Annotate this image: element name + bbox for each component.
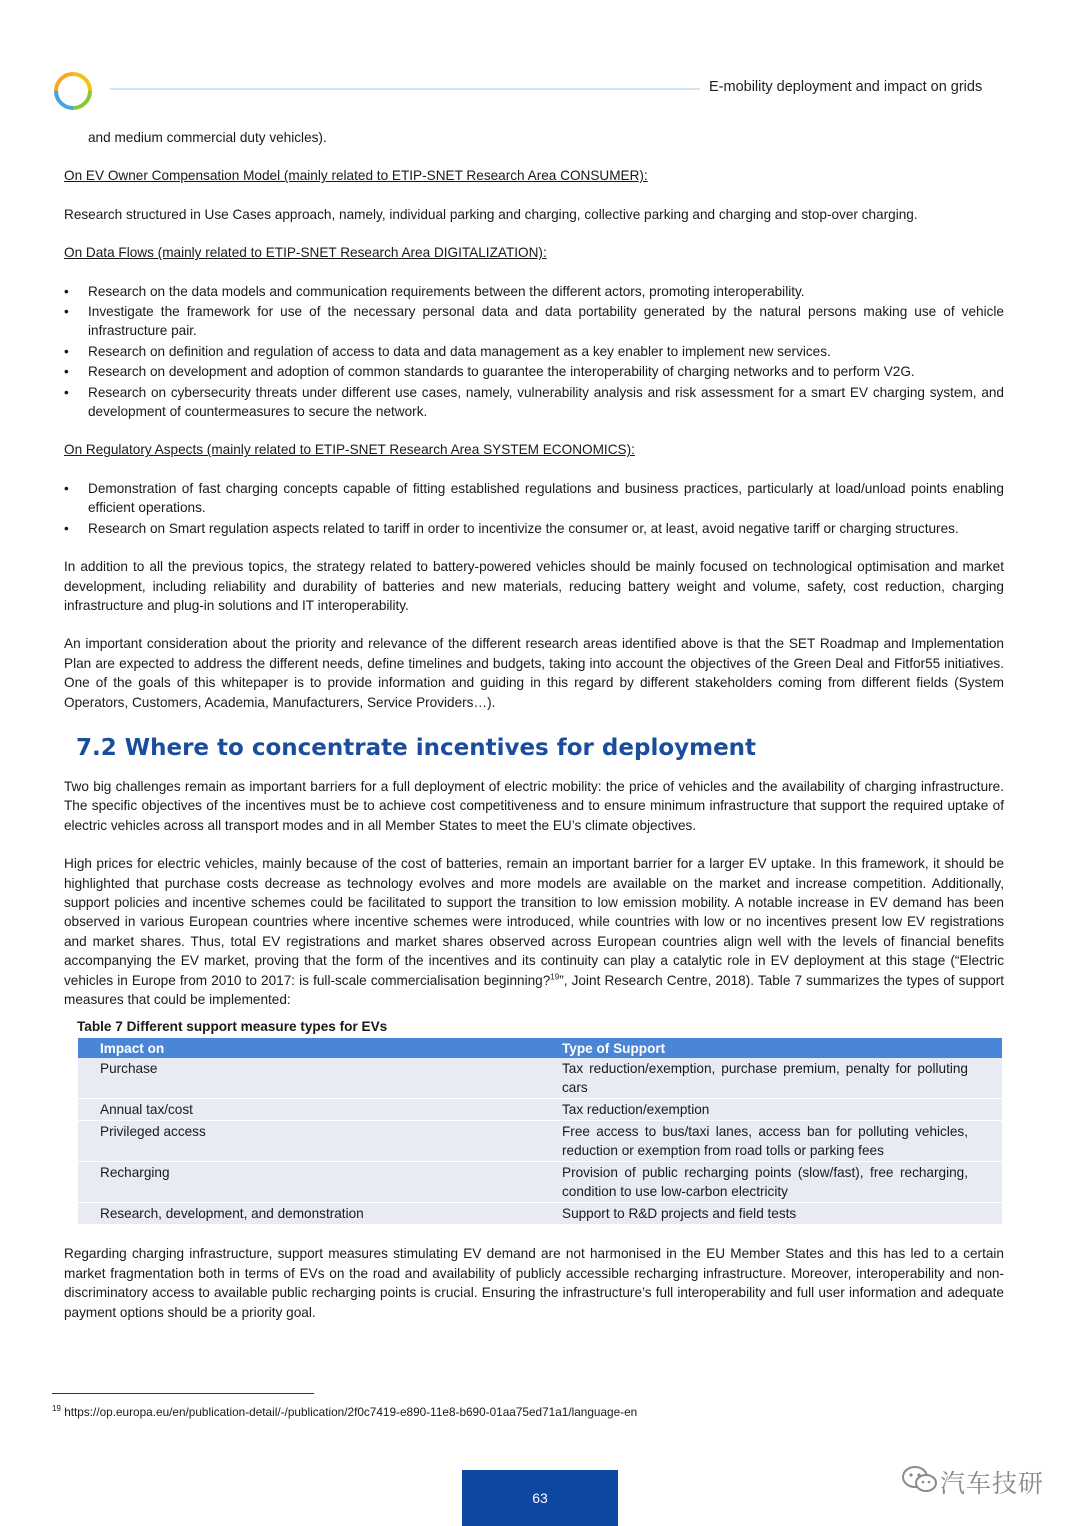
table-row	[78, 1058, 1002, 1099]
cell-impact: Annual tax/cost	[78, 1099, 540, 1121]
footnote-link[interactable]: https://op.europa.eu/en/publication-detail/-/publication/2f0c7419-e890-11e8-b690-01aa75ed71a1/language-en	[64, 1404, 638, 1419]
watermark-text: 汽车技研	[940, 1469, 1045, 1498]
regulatory-list	[64, 479, 1004, 538]
wechat-icon	[900, 1464, 940, 1494]
list-item: • Demonstration of fast charging concepts capable of fitting established regulations and business practices, particularly at load/unload points enabling efficient operations.	[64, 480, 1004, 516]
paragraph-battery: In addition to all the previous topics, the strategy related to battery-powered vehicles should be mainly focused on technological optimisation and market development, including reliability and durability of batteries and new materials, reducing battery weight and volume, safety, cost reduction, charging infrastructure and plug-in solutions and IT interoperability.	[64, 559, 1004, 613]
footnote	[52, 1404, 637, 1419]
cell-support: Tax reduction/exemption, purchase premium, penalty for polluting cars	[540, 1058, 1002, 1099]
subheading-compensation: On EV Owner Compensation Model (mainly related to ETIP-SNET Research Area CONSUMER):	[64, 168, 648, 184]
list-item: • Research on Smart regulation aspects related to tariff in order to incentivize the consumer or, at least, avoid negative tariff or charging structures.	[64, 520, 959, 536]
paragraph-compensation: Research structured in Use Cases approach, namely, individual parking and charging, collective parking and charging and stop-over charging.	[64, 206, 918, 222]
paragraph-priority: An important consideration about the priority and relevance of the different research areas identified above is that the SET Roadmap and Implementation Plan are expected to address the different needs, define timelines and budgets, taking into account the objectives of the Green Deal and Fitfor55 initiatives. One of the goals of this whitepaper is to provide information and guiding in this regard by different stakeholders coming from different fields (System Operators, Customers, Academia, Manufacturers, Service Providers…).	[64, 636, 1004, 710]
subheading-regulatory: On Regulatory Aspects (mainly related to ETIP-SNET Research Area SYSTEM ECONOMICS):	[64, 442, 635, 458]
table-header-row	[78, 1038, 1002, 1058]
data-flows-list	[64, 282, 1004, 422]
list-item: • Research on the data models and communication requirements between the different actors, promoting interoperability.	[64, 283, 805, 299]
cell-support: Provision of public recharging points (slow/fast), free recharging, condition to use low-carbon electricity	[540, 1162, 1002, 1203]
column-header-support: Type of Support	[540, 1038, 1002, 1058]
cell-impact: Privileged access	[78, 1121, 540, 1162]
table-row	[78, 1203, 1002, 1225]
list-item: • Research on development and adoption of common standards to guarantee the interoperability of charging networks and to perform V2G.	[64, 364, 915, 380]
cell-impact: Research, development, and demonstration	[78, 1203, 540, 1225]
page-content	[64, 128, 1004, 1322]
running-header-title: E-mobility deployment and impact on grids	[709, 79, 983, 95]
cell-support: Support to R&D projects and field tests	[540, 1203, 1002, 1225]
paragraph-challenges: Two big challenges remain as important barriers for a full deployment of electric mobility: the price of vehicles and the availability of charging infrastructure. The specific objectives of the incentives must be to achieve cost competitiveness and to ensure minimum infrastructure that support the required uptake of electric vehicles across all transport modes and in all Member States to meet the EU’s climate objectives.	[64, 778, 1004, 833]
footnote-divider	[52, 1393, 314, 1394]
table-row	[78, 1121, 1002, 1162]
page-number: 63	[462, 1470, 618, 1526]
ring-logo-icon	[52, 70, 94, 112]
list-item: • Research on definition and regulation of access to data and data management as a key enabler to implement new services.	[64, 343, 831, 359]
list-item: • Research on cybersecurity threats under different use cases, namely, vulnerability analysis and risk assessment for a smart EV charging system, and development of countermeasures to secure the network.	[64, 384, 1004, 420]
watermark	[900, 1460, 1060, 1500]
support-measures-table	[78, 1038, 1002, 1225]
cell-impact: Purchase	[78, 1058, 540, 1099]
header-rule	[110, 88, 700, 90]
footnote-reference[interactable]: 19	[550, 972, 560, 982]
paragraph-prices: High prices for electric vehicles, mainly because of the cost of batteries, remain an important barrier for a larger EV uptake. In this framework, it should be highlighted that purchase costs decrease as technology evolves and more models are available on the market and increase competition. Additionally, support policies and incentive schemes could be facilitated to support the transition to low emission mobility. A notable increase in EV demand has been observed in various European countries where incentive schemes were introduced, while countries with low or no incentives present low EV registrations and market shares. Thus, total EV registrations and market shares observed across European countries align well with the levels of financial benefits accompanying the EV market, proving that the form of the incentives and its continuity can play a catalytic role in EV deployment at this stage (“Electric vehicles in Europe from 2010 to 2017: is full-scale commercialisation beginning?$^{19}$”, Joint Research Centre, 2018). Table 7 summarizes the types of support measures that could be implemented:	[64, 856, 1004, 1007]
continuation-text: and medium commercial duty vehicles).	[88, 130, 327, 145]
table-caption: Table 7 Different support measure types for EVs	[77, 1019, 388, 1035]
paragraph-infrastructure: Regarding charging infrastructure, support measures stimulating EV demand are not harmonised in the EU Member States and this has led to a certain market fragmentation both in terms of EVs on the road and availability of publicly accessible recharging infrastructure. Moreover, interoperability and non-discriminatory access to available public recharging points is crucial. Ensuring the infrastructure’s full interoperability and full user information and adequate payment options should be a priority goal.	[64, 1246, 1004, 1320]
section-heading: 7.2 Where to concentrate incentives for deployment	[76, 734, 757, 761]
table-row	[78, 1162, 1002, 1203]
column-header-impact: Impact on	[78, 1038, 540, 1058]
table-row	[78, 1099, 1002, 1121]
cell-support: Tax reduction/exemption	[540, 1099, 1002, 1121]
cell-support: Free access to bus/taxi lanes, access ban for polluting vehicles, reduction or exemption from road tolls or parking fees	[540, 1121, 1002, 1162]
footnote-number: 19	[52, 1404, 61, 1413]
list-item: • Investigate the framework for use of the necessary personal data and data portability generated by the natural persons making use of vehicle infrastructure pair.	[64, 304, 1004, 339]
subheading-data-flows: On Data Flows (mainly related to ETIP-SNET Research Area DIGITALIZATION):	[64, 245, 547, 261]
cell-impact: Recharging	[78, 1162, 540, 1203]
